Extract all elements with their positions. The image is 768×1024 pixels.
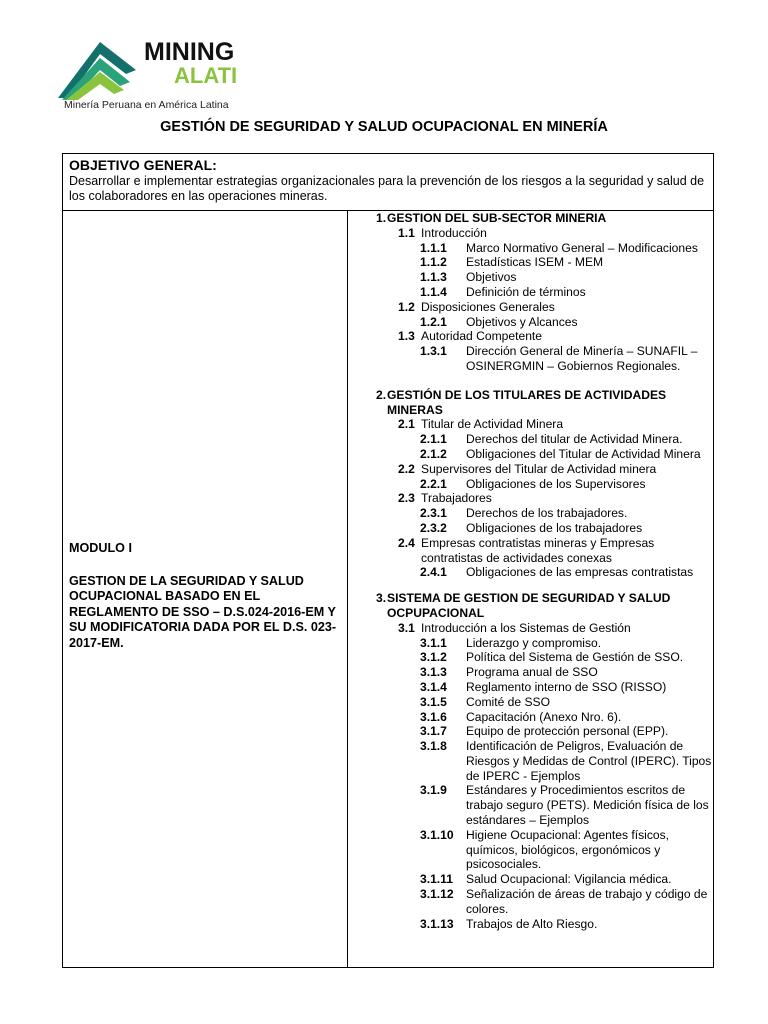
module-content xyxy=(351,211,713,931)
mountain-logo-icon xyxy=(56,28,146,100)
section-heading: 3. SISTEMA DE GESTION DE SEGURIDAD Y SALUD OCPUPACIONAL xyxy=(376,591,671,620)
subsection: 2.4 Empresas contratistas mineras y Empresas contratistas de actividades conexas xyxy=(398,535,655,565)
logo-word-mining: MINING xyxy=(144,38,235,66)
list-item: 3.1.2 Política del Sistema de Gestión de SSO. xyxy=(420,650,684,665)
list-item: 3.1.10 Higiene Ocupacional: Agentes físicos, químicos, biológicos, ergonómicos y psicosociales. xyxy=(420,827,670,872)
subsection: 1.1 Introducción xyxy=(398,225,487,240)
subsection: 1.3 Autoridad Competente xyxy=(398,329,543,344)
subsection: 1.2 Disposiciones Generales xyxy=(398,299,555,314)
section-heading: 2. GESTIÓN DE LOS TITULARES DE ACTIVIDADES MINERAS xyxy=(376,387,667,417)
objective-cell xyxy=(63,154,713,211)
list-item: 1.1.3 Objetivos xyxy=(420,270,517,285)
module-title: GESTION DE LA SEGURIDAD Y SALUD OCUPACIONAL BASADO EN EL REGLAMENTO DE SSO – D.S.024-2016-EM Y SU MODIFICATORIA DADA POR EL D.S. 023-2017-EM. xyxy=(69,573,337,650)
logo-word-alati: ALATI xyxy=(174,63,238,88)
list-item: 2.4.1 Obligaciones de las empresas contratistas xyxy=(420,565,694,580)
list-item: 3.1.7 Equipo de protección personal (EPP). xyxy=(420,724,669,739)
column-divider xyxy=(347,211,348,968)
module-cell xyxy=(69,541,344,651)
objective-heading: OBJETIVO GENERAL: xyxy=(69,157,217,173)
logo-tagline: Minería Peruana en América Latina xyxy=(64,99,229,111)
list-item: 3.1.9 Estándares y Procedimientos escritos de trabajo seguro (PETS). Medición física de los estándares – Ejemplos xyxy=(420,783,709,828)
list-item: 2.1.1 Derechos del titular de Actividad Minera. xyxy=(420,432,683,447)
list-item: 3.1.13 Trabajos de Alto Riesgo. xyxy=(420,916,598,931)
syllabus-table xyxy=(62,153,714,968)
list-item: 3.1.5 Comité de SSO xyxy=(420,694,551,709)
subsection: 2.1 Titular de Actividad Minera xyxy=(398,417,564,432)
list-item: 2.1.2 Obligaciones del Titular de Actividad Minera xyxy=(420,446,701,461)
subsection: 2.3 Trabajadores xyxy=(398,491,492,506)
list-item: 2.3.1 Derechos de los trabajadores. xyxy=(420,506,628,521)
mining-alati-logo xyxy=(56,28,246,114)
objective-text: Desarrollar e implementar estrategias organizacionales para la prevención de los riesgos a la seguridad y salud de los colaboradores en las operaciones mineras. xyxy=(69,174,705,203)
list-item: 2.3.2 Obligaciones de los trabajadores xyxy=(420,520,643,535)
subsection: 3.1 Introducción a los Sistemas de Gestión xyxy=(398,620,631,635)
list-item: 1.1.1 Marco Normativo General – Modificaciones xyxy=(420,240,698,255)
document-title: GESTIÓN DE SEGURIDAD Y SALUD OCUPACIONAL EN MINERÍA xyxy=(160,119,608,135)
list-item: 3.1.11 Salud Ocupacional: Vigilancia médica. xyxy=(420,872,672,887)
list-item: 3.1.1 Liderazgo y compromiso. xyxy=(420,635,602,650)
section-heading: 1. GESTION DEL SUB-SECTOR MINERIA xyxy=(376,211,607,225)
list-item: 3.1.12 Señalización de áreas de trabajo y código de colores. xyxy=(420,887,708,916)
module-label: MODULO I xyxy=(69,541,132,555)
list-item: 1.1.2 Estadísticas ISEM - MEM xyxy=(420,255,604,270)
subsection: 2.2 Supervisores del Titular de Actividad minera xyxy=(398,461,657,476)
list-item: 3.1.4 Reglamento interno de SSO (RISSO) xyxy=(420,679,667,694)
list-item: 3.1.6 Capacitación (Anexo Nro. 6). xyxy=(420,709,622,724)
list-item: 2.2.1 Obligaciones de los Supervisores xyxy=(420,476,646,491)
list-item: 3.1.3 Programa anual de SSO xyxy=(420,665,598,680)
list-item: 1.1.4 Definición de términos xyxy=(420,284,586,299)
list-item: 1.3.1 Dirección General de Minería – SUNAFIL – OSINERGMIN – Gobiernos Regionales. xyxy=(420,344,698,373)
list-item: 1.2.1 Objetivos y Alcances xyxy=(420,314,578,329)
list-item: 3.1.8 Identificación de Peligros, Evaluación de Riesgos y Medidas de Control (IPERC). Tipos de IPERC - Ejemplos xyxy=(420,739,712,783)
